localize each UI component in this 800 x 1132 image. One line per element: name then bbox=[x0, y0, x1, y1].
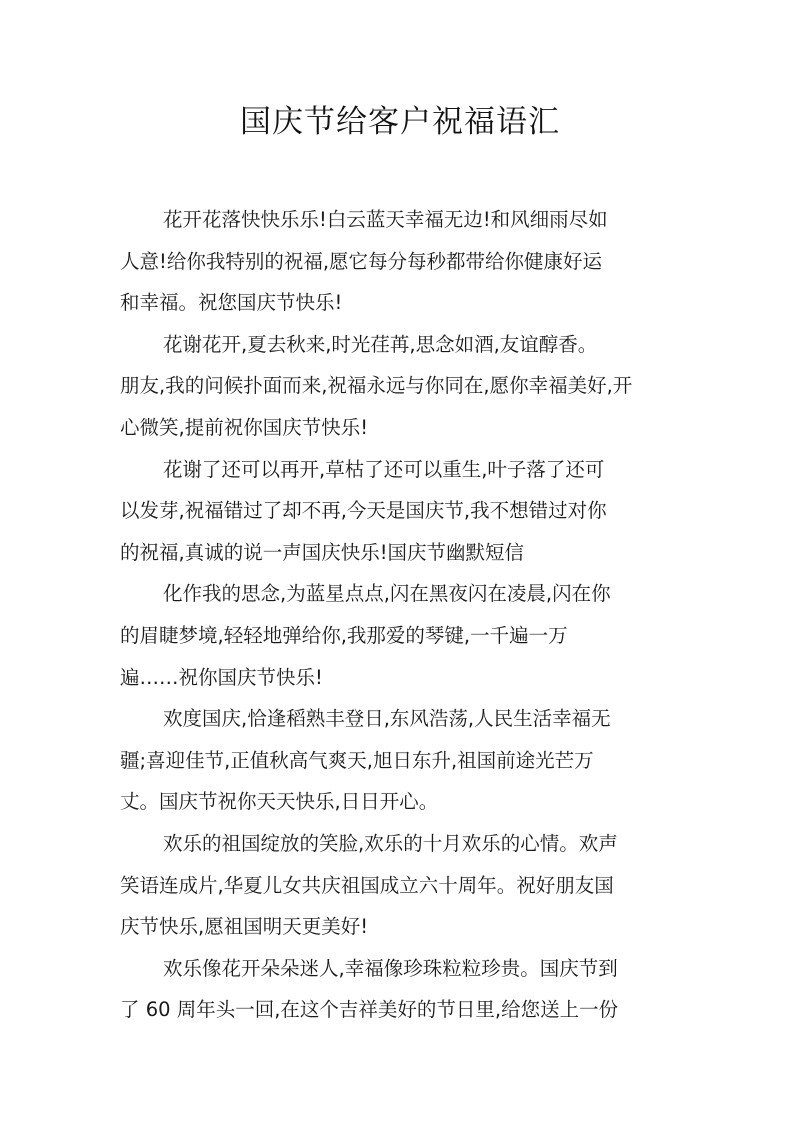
text-line: 化作我的思念,为蓝星点点,闪在黑夜闪在凌晨,闪在你 bbox=[163, 582, 611, 606]
text-line: 和幸福。祝您国庆节快乐! bbox=[120, 291, 343, 315]
text-line: 花谢花开,夏去秋来,时光荏苒,思念如酒,友谊醇香。 bbox=[163, 332, 598, 356]
document-title: 国庆节给客户祝福语汇 bbox=[240, 104, 560, 140]
text-line: 笑语连成片,华夏儿女共庆祖国成立六十周年。祝好朋友国 bbox=[120, 873, 614, 897]
text-line: 的眉睫梦境,轻轻地弹给你,我那爱的琴键,一千遍一万 bbox=[120, 623, 568, 647]
text-line: 庆节快乐,愿祖国明天更美好! bbox=[120, 915, 369, 939]
text-line: 以发芽,祝福错过了却不再,今天是国庆节,我不想错过对你 bbox=[120, 499, 607, 523]
text-line: 遍……祝你国庆节快乐! bbox=[120, 665, 323, 689]
text-line: 欢乐像花开朵朵迷人,幸福像珍珠粒粒珍贵。国庆节到 bbox=[163, 956, 618, 980]
text-line: 心微笑,提前祝你国庆节快乐! bbox=[120, 415, 369, 439]
document-body bbox=[120, 199, 680, 1031]
text-line: 的祝福,真诚的说一声国庆快乐!国庆节幽默短信 bbox=[120, 540, 525, 564]
text-line: 欢度国庆,恰逢稻熟丰登日,东风浩荡,人民生活幸福无 bbox=[163, 707, 611, 731]
text-line: 丈。国庆节祝你天天快乐,日日开心。 bbox=[120, 790, 439, 814]
text-line: 花谢了还可以再开,草枯了还可以重生,叶子落了还可 bbox=[163, 457, 605, 481]
text-line: 朋友,我的问候扑面而来,祝福永远与你同在,愿你幸福美好,开 bbox=[120, 374, 633, 398]
text-line: 了 60 周年头一回,在这个吉祥美好的节日里,给您送上一份 bbox=[120, 998, 619, 1022]
text-line: 疆;喜迎佳节,正值秋高气爽天,旭日东升,祖国前途光芒万 bbox=[120, 748, 594, 772]
text-line: 欢乐的祖国绽放的笑脸,欢乐的十月欢乐的心情。欢声 bbox=[163, 831, 618, 855]
text-line: 花开花落快快乐乐!白云蓝天幸福无边!和风细雨尽如 bbox=[163, 208, 608, 231]
text-line: 人意!给你我特别的祝福,愿它每分每秒都带给你健康好运 bbox=[120, 249, 603, 273]
